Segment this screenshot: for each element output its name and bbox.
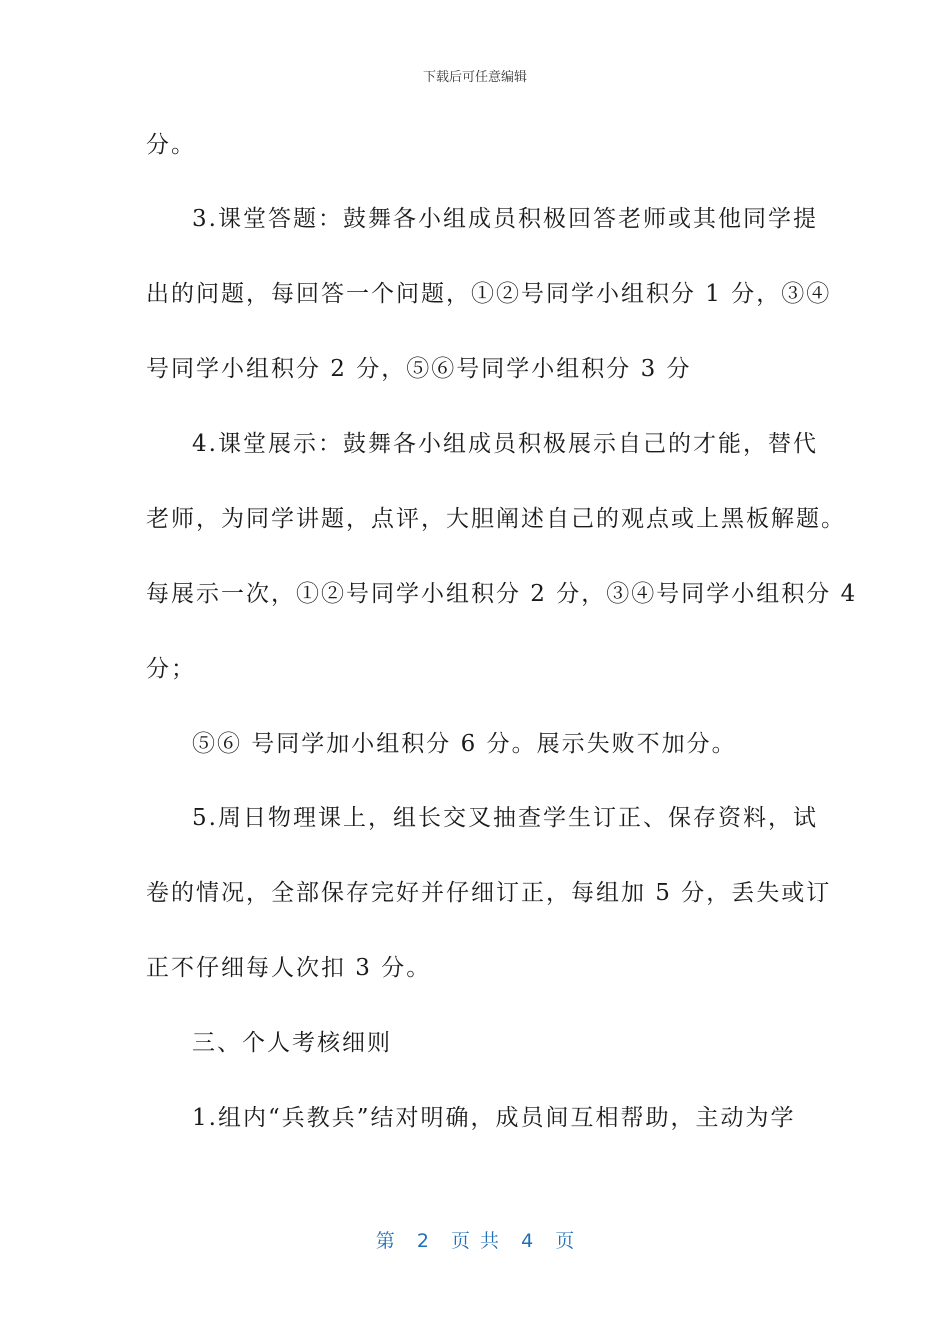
body-line: 卷的情况，全部保存完好并仔细订正，每组加 5 分，丢失或订 bbox=[146, 880, 832, 906]
body-line: 号同学小组积分 2 分，⑤⑥号同学小组积分 3 分 bbox=[146, 356, 692, 382]
footer-ye: 页 bbox=[555, 1230, 575, 1252]
body-line: 4.课堂展示：鼓舞各小组成员积极展示自己的才能，替代 bbox=[192, 431, 818, 457]
body-line: 分。 bbox=[146, 132, 196, 158]
body-line: 出的问题，每回答一个问题，①②号同学小组积分 1 分，③④ bbox=[146, 281, 832, 307]
footer-page-number: 2 bbox=[416, 1230, 429, 1252]
footer-ye-gong: 页 共 bbox=[450, 1230, 500, 1252]
body-line: 5.周日物理课上，组长交叉抽查学生订正、保存资料，试 bbox=[192, 805, 818, 831]
body-line: 正不仔细每人次扣 3 分。 bbox=[146, 955, 432, 981]
body-line: 3.课堂答题：鼓舞各小组成员积极回答老师或其他同学提 bbox=[192, 206, 818, 232]
body-line: 1.组内“兵教兵”结对明确，成员间互相帮助，主动为学 bbox=[192, 1105, 796, 1131]
footer-di: 第 bbox=[375, 1230, 395, 1252]
section-heading: 三、个人考核细则 bbox=[192, 1030, 392, 1056]
body-line: ⑤⑥ 号同学加小组积分 6 分。展示失败不加分。 bbox=[192, 731, 737, 757]
page-footer bbox=[0, 1226, 950, 1253]
body-line: 老师，为同学讲题，点评，大胆阐述自己的观点或上黑板解题。 bbox=[146, 506, 846, 532]
body-line: 分； bbox=[146, 656, 196, 682]
footer-total-pages: 4 bbox=[521, 1230, 534, 1252]
body-line: 每展示一次，①②号同学小组积分 2 分，③④号同学小组积分 4 bbox=[146, 581, 858, 607]
page-header: 下载后可任意编辑 bbox=[422, 70, 527, 85]
